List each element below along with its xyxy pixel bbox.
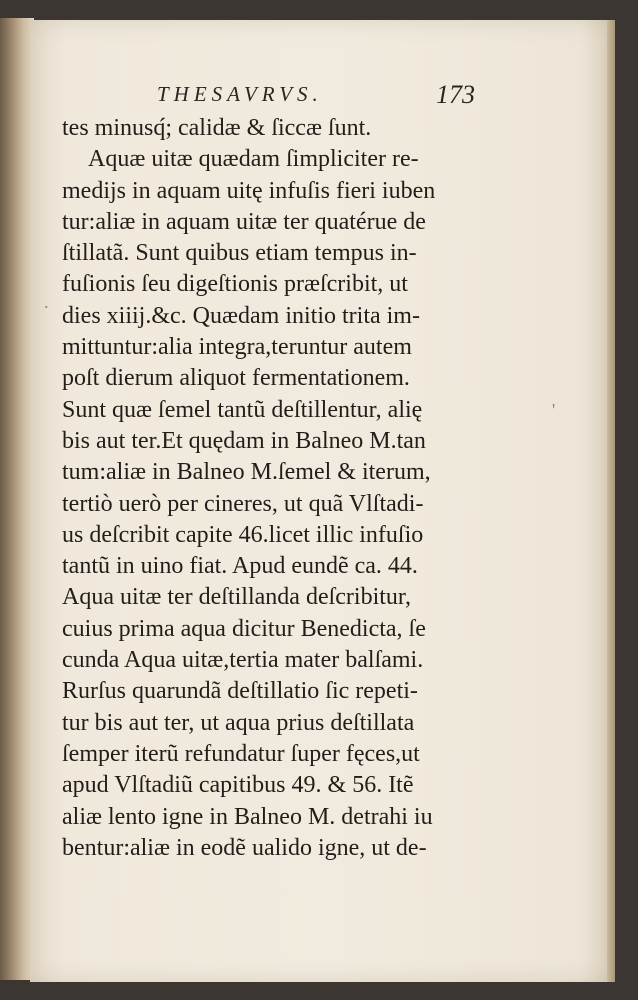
text-line: tertiò uerò per cineres, ut quã Vlſtadi-: [62, 490, 424, 517]
text-line: bis aut ter.Et quędam in Balneo M.tan: [62, 427, 426, 454]
text-line: Aquæ uitæ quædam ſimpliciter re-: [88, 146, 419, 173]
text-line: aliæ lento igne in Balneo M. detrahi iu: [62, 803, 433, 830]
body-text: [62, 113, 482, 864]
text-line: medijs in aquam uitę infuſis fieri iuben: [62, 177, 436, 204]
text-line: poſt dierum aliquot fermentationem.: [62, 365, 410, 392]
text-line: cunda Aqua uitæ,tertia mater balſami.: [62, 647, 424, 674]
text-line: bentur:aliæ in eodẽ ualido igne, ut de-: [62, 834, 427, 861]
text-line: ſemper iterũ refundatur ſuper fęces,ut: [62, 740, 420, 767]
text-line: fuſionis ſeu digeſtionis præſcribit, ut: [62, 271, 408, 298]
text-line: mittuntur:alia integra,teruntur autem: [62, 334, 412, 361]
text-line: tantũ in uino fiat. Apud eundẽ ca. 44.: [62, 553, 418, 580]
text-line: tur bis aut ter, ut aqua prius deſtillata: [62, 709, 415, 736]
text-line: tes minusq́; calidæ & ſiccæ ſunt.: [62, 115, 372, 141]
margin-dot-mark: .: [44, 292, 49, 312]
page-edge: [607, 20, 615, 982]
text-line: Rurſus quarundã deſtillatio ſic repeti-: [62, 678, 418, 705]
text-line: apud Vlſtadiũ capitibus 49. & 56. Itẽ: [62, 772, 414, 799]
text-line: us deſcribit capite 46.licet illic infuſio: [62, 521, 424, 548]
text-line: Aqua uitæ ter deſtillanda deſcribitur,: [62, 584, 411, 611]
text-line: ſtillatã. Sunt quibus etiam tempus in-: [62, 240, 417, 267]
text-line: cuius prima aqua dicitur Benedicta, ſe: [62, 615, 426, 642]
text-line: tur:aliæ in aquam uitæ ter quatérue de: [62, 208, 426, 235]
margin-tick-mark: ': [552, 400, 556, 420]
running-title: THESAVRVS.: [157, 82, 323, 106]
page-number: 173: [436, 80, 475, 109]
text-line: dies xiiij.&c. Quædam initio trita im-: [62, 302, 420, 329]
text-line: tum:aliæ in Balneo M.ſemel & iterum,: [62, 459, 431, 486]
book-binding-edge: [0, 18, 34, 980]
text-line: Sunt quæ ſemel tantũ deſtillentur, alię: [62, 396, 423, 423]
